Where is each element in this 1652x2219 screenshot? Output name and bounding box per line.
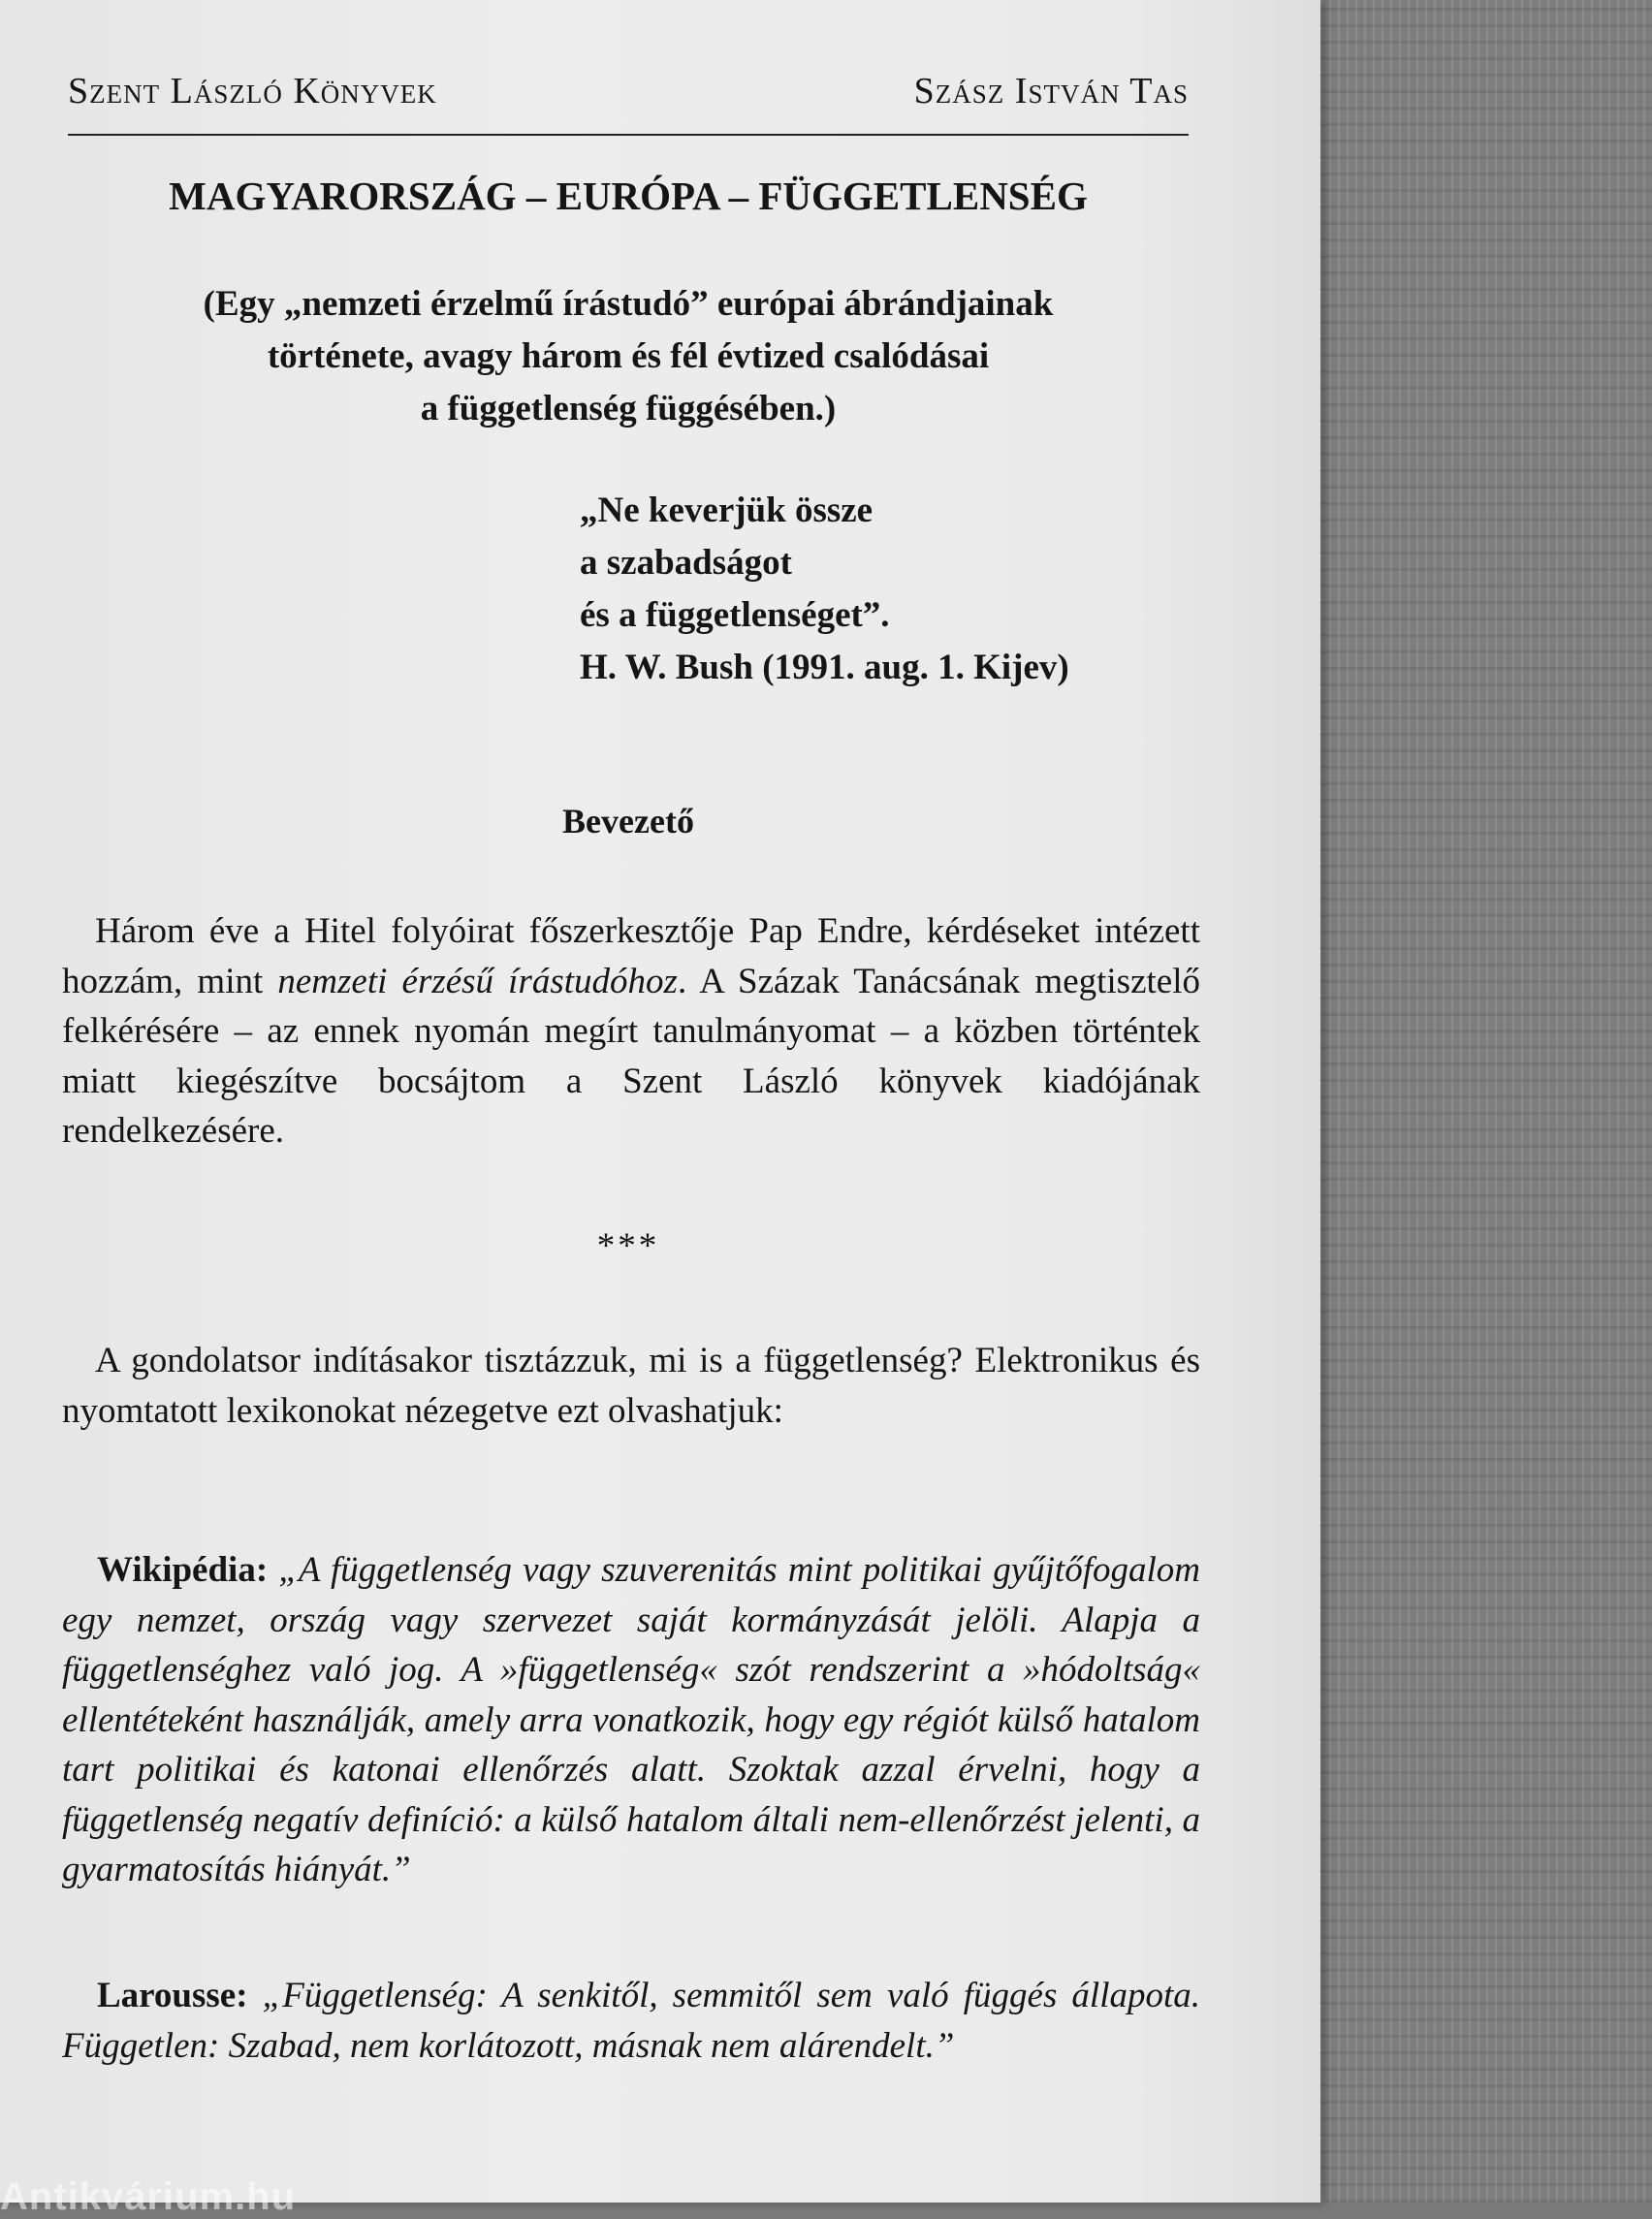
subtitle-line: a függetlenség függésében.): [420, 389, 837, 428]
watermark-logo: Antikvárium.hu: [0, 2175, 297, 2218]
epigraph-line: és a függetlenséget”.: [580, 595, 890, 635]
definition-wikipedia: [62, 1545, 1200, 1895]
definition-text: „A függetlenség vagy szuverenitás mint politikai gyűjtőfogalom egy nemzet, ország vagy szervezet saját kormányzását jelöli. Alapja a függetlenséghez való jog. A »függetlenség« szót rendszerint a »hódoltság« ellentéteként használják, amely arra vonatkozik, hogy egy régiót külső hatalom tart politikai és katonai ellenőrzés alatt. Szoktak azzal érvelni, hogy a függetlenség negatív definíció: a külső hatalom általi nem-ellenőrzést jelenti, a gyarmatosítás hiányát.”: [62, 1550, 1200, 1889]
paragraph-text: Három éve a Hitel folyóirat főszerkesztője Pap Endre, kérdéseket intézett hozzám, mint: [62, 911, 1200, 1001]
subtitle-line: története, avagy három és fél évtized csalódásai: [267, 336, 990, 376]
chapter-subtitle: [68, 278, 1189, 435]
intro-paragraph: [62, 906, 1200, 1157]
section-heading: Bevezető: [562, 802, 694, 840]
chapter-title: MAGYARORSZÁG – EURÓPA – FÜGGETLENSÉG: [169, 174, 1088, 218]
definition-larousse: [62, 1971, 1200, 2071]
running-header: [68, 58, 1189, 136]
body-paragraph: A gondolatsor indításakor tisztázzuk, mi is a függetlenség? Elektronikus és nyomtatott lexikonokat nézegetve ezt olvashatjuk:: [62, 1341, 1200, 1431]
paragraph-text: . A Százak Tanácsának megtisztelő felkérésére – az ennek nyomán megírt tanulmányomat – a közben történtek miatt kiegészítve bocsájtom a Szent László könyvek kiadójának rendelkezésére.: [62, 961, 1200, 1151]
epigraph-line: „Ne keverjük össze: [580, 491, 874, 530]
series-title: Szent László Könyvek: [68, 71, 437, 111]
definition-text: „Függetlenség: A senkitől, semmitől sem való függés állapota. Független: Szabad, nem korlátozott, másnak nem alárendelt.”: [62, 1976, 1201, 2066]
definition-source: Wikipédia:: [97, 1550, 269, 1590]
epigraph-attribution: H. W. Bush (1991. aug. 1. Kijev): [580, 648, 1069, 687]
section-separator: ***: [596, 1226, 660, 1266]
epigraph: [580, 485, 1069, 694]
author-name: Szász István Tas: [913, 71, 1189, 111]
background-surface: [1320, 0, 1652, 2203]
definition-source: Larousse:: [97, 1976, 248, 2015]
emphasized-text: nemzeti érzésű írástudóhoz: [277, 961, 678, 1001]
subtitle-line: (Egy „nemzeti érzelmű írástudó” európai ábrándjainak: [203, 284, 1054, 324]
epigraph-line: a szabadságot: [580, 543, 792, 583]
